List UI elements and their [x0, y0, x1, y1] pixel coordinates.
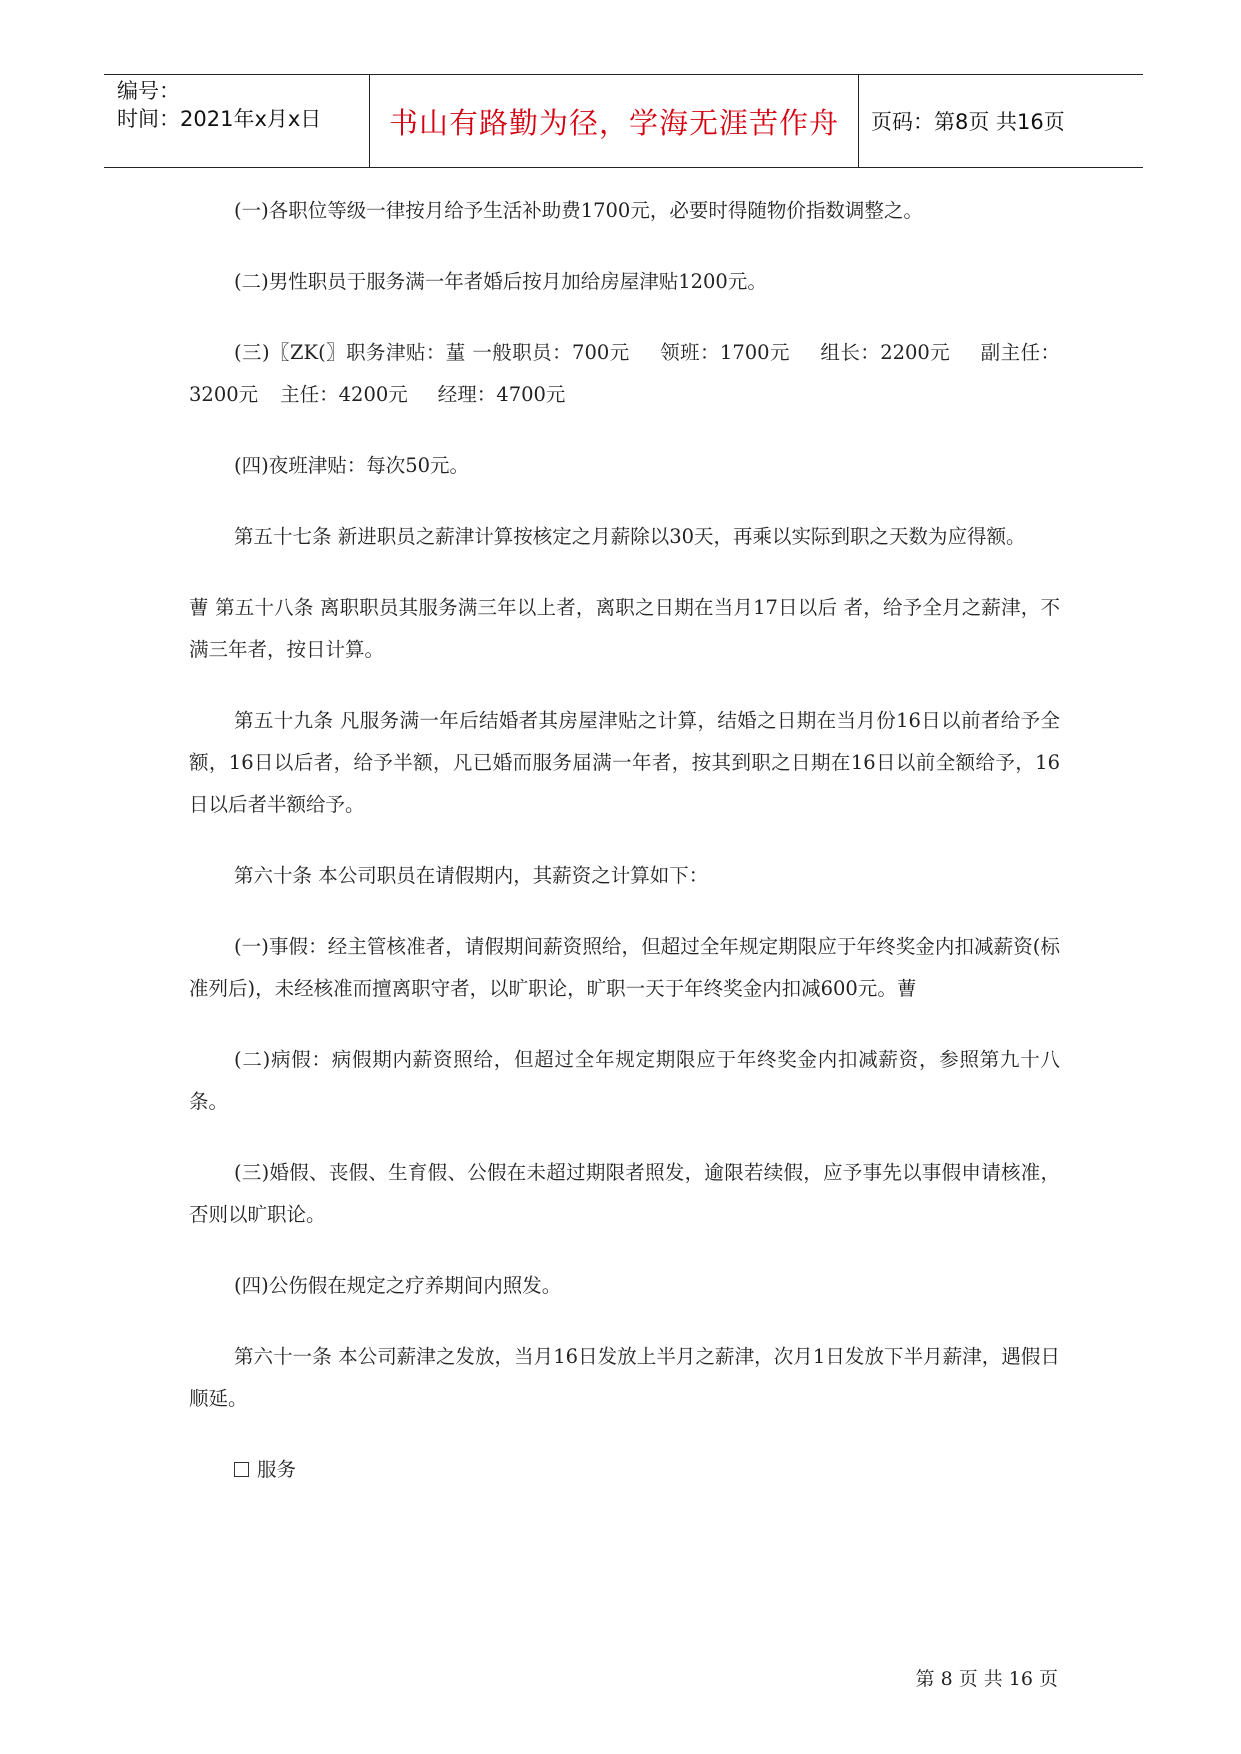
section-title: 服务 [257, 1458, 297, 1481]
allowance-item: 主任：4200元 [280, 383, 408, 406]
paragraph: (二)病假：病假期内薪资照给，但超过全年规定期限应于年终奖金内扣减薪资，参照第九十八条。 [189, 1048, 1060, 1113]
allowance-item: 领班：1700元 [659, 341, 790, 364]
document-time-label: 时间：2021年x月x日 [117, 107, 322, 131]
paragraph: (二)男性职员于服务满一年者婚后按月加给房屋津贴1200元。 [234, 270, 767, 293]
paragraph: 蓸 第五十八条 离职职员其服务满三年以上者，离职之日期在当月17日以后 者，给予全月之薪津，不满三年者，按日计算。 [189, 596, 1060, 661]
allowance-prefix: (三)〖ZK(〗职务津贴：蓳 一般职员：700元 [234, 341, 630, 364]
allowance-item: 组长：2200元 [819, 341, 951, 364]
paragraph: 第五十七条 新进职员之薪津计算按核定之月薪除以30天，再乘以实际到职之天数为应得额。 [234, 525, 1026, 548]
paragraph: (四)夜班津贴：每次50元。 [234, 454, 470, 477]
header-page-cell [859, 75, 1143, 167]
header-page-info: 页码：第8页 共16页 [871, 110, 1065, 134]
allowance-item: 副主任：3200元 [189, 341, 1060, 406]
paragraph: (一)事假：经主管核准者，请假期间薪资照给，但超过全年规定期限应于年终奖金内扣减薪资(标准列后)，未经核准而擅离职守者，以旷职论，旷职一天于年终奖金内扣减600元。蓸 [189, 935, 1060, 1000]
header-motto-cell [370, 75, 859, 167]
paragraph: (四)公伤假在规定之疗养期间内照发。 [234, 1274, 562, 1297]
paragraph: 第五十九条 凡服务满一年后结婚者其房屋津贴之计算，结婚之日期在当月份16日以前者给予全额，16日以后者，给予半额，凡已婚而服务届满一年者，按其到职之日期在16日以前全额给予，16日以后者半额给予。 [189, 709, 1060, 816]
header-motto: 书山有路勤为径，学海无涯苦作舟 [388, 105, 839, 140]
page-header [104, 74, 1143, 168]
document-body [189, 190, 1060, 1491]
paragraph: (三)婚假、丧假、生育假、公假在未超过期限者照发，逾限若续假，应予事先以事假申请核准，否则以旷职论。 [189, 1161, 1060, 1226]
allowance-paragraph [189, 332, 1060, 416]
paragraph: (一)各职位等级一律按月给予生活补助费1700元，必要时得随物价指数调整之。 [234, 199, 923, 222]
checkbox-square-icon [234, 1462, 249, 1477]
allowance-item: 经理：4700元 [437, 383, 566, 406]
page-footer: 第 8 页 共 16 页 [915, 1668, 1058, 1690]
section-heading [189, 1449, 1060, 1491]
paragraph: 第六十条 本公司职员在请假期内，其薪资之计算如下： [234, 864, 709, 887]
paragraph: 第六十一条 本公司薪津之发放，当月16日发放上半月之薪津，次月1日发放下半月薪津，遇假日顺延。 [189, 1345, 1060, 1410]
document-number-label: 编号： [117, 79, 180, 103]
header-meta-cell [104, 75, 370, 167]
